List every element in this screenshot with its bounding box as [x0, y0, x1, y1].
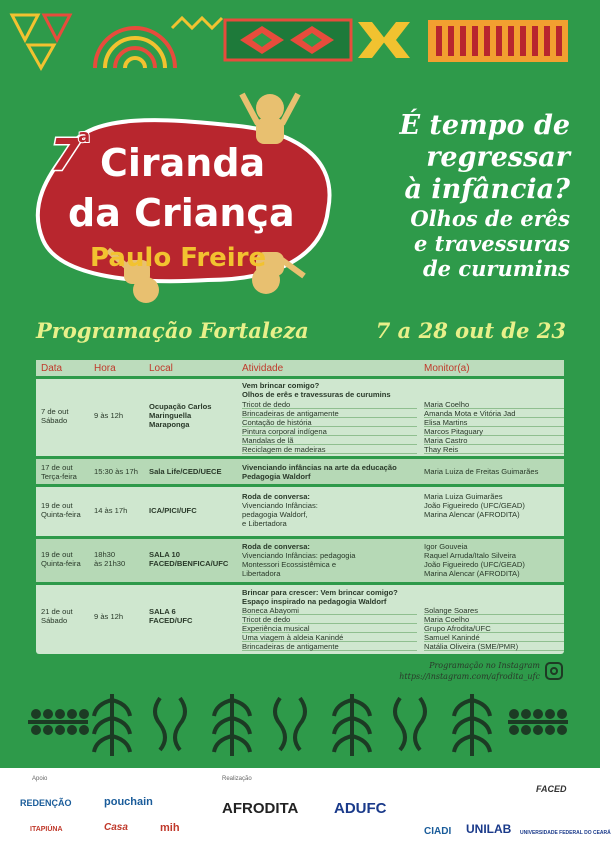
row-location: Sala Life/CED/UECE — [149, 467, 222, 476]
row-date: 21 de out — [41, 607, 73, 616]
row-activity-title: Espaço inspirado na pedagogia Waldorf — [242, 597, 387, 606]
row-activity-title: Olhos de erês e travessuras de curumins — [242, 390, 391, 399]
row-date: 19 de out — [41, 501, 73, 510]
row-time: 14 às 17h — [94, 506, 128, 515]
monitor-item: Maria Coelho — [424, 400, 564, 409]
activity-item: Vivenciando Infâncias: — [242, 501, 318, 510]
row-time: 9 às 12h — [94, 612, 124, 621]
tagline-line1: É tempo de — [399, 110, 570, 141]
monitor-item: João Figueiredo (UFC/GEAD) — [424, 560, 525, 569]
instagram-caption: Programação no Instagram — [429, 661, 540, 670]
activity-item: Tricot de dedo — [242, 615, 417, 624]
row-location: FACED/UFC — [149, 616, 193, 625]
row-time: 9 às 12h — [94, 411, 124, 420]
monitor-item: Maria Luiza de Freitas Guimarães — [424, 467, 539, 476]
monitor-item: Marina Alencar (AFRODITA) — [424, 510, 520, 519]
activity-item: pedagogia Waldorf, — [242, 510, 308, 519]
activity-item: Experiência musical — [242, 624, 417, 633]
monitor-item: Maria Coelho — [424, 615, 564, 624]
row-time: 15:30 às 17h — [94, 467, 138, 476]
row-location: Maringuella — [149, 411, 192, 420]
activity-item: Uma viagem à aldeia Kanindé — [242, 633, 417, 642]
zigzag-triangle-pattern — [12, 15, 70, 68]
row-weekday: Quinta-feira — [41, 559, 81, 568]
row-activity-title: Pedagogia Waldorf — [242, 472, 311, 481]
itapiuna-logo: ITAPIÚNA — [30, 826, 63, 833]
sponsor-footer — [0, 768, 611, 849]
row-location: Maraponga — [149, 420, 190, 429]
tagline-line3: à infância? — [404, 174, 570, 205]
row-date: 19 de out — [41, 550, 73, 559]
row-location: FACED/BENFICA/UFC — [149, 559, 229, 568]
logo-line2: da Criança — [68, 191, 295, 235]
casa-logo: Casa — [104, 822, 128, 833]
activity-item: Libertadora — [242, 569, 281, 578]
logo-line3: Paulo Freire — [90, 243, 267, 273]
zigzag-line-pattern — [172, 18, 222, 28]
header-data: Data — [41, 363, 63, 374]
event-logo — [28, 80, 348, 310]
activity-item: Montessori Ecossistêmica e — [242, 560, 337, 569]
bottom-decoration — [0, 690, 600, 760]
instagram-icon[interactable] — [545, 662, 563, 680]
tagline-line6: de curumins — [422, 256, 570, 281]
program-dates: 7 a 28 out de 23 — [375, 318, 566, 343]
top-decoration — [0, 0, 600, 80]
adufc-logo: ADUFC — [334, 800, 387, 817]
monitor-item: Elisa Martins — [424, 418, 564, 427]
activity-item: Boneca Abayomi — [242, 606, 417, 615]
unilab-logo: UNILAB — [466, 822, 512, 836]
logo-edition: 7 — [50, 130, 81, 181]
arch-pattern — [95, 28, 175, 68]
row-location: ICA/PICI/UFC — [149, 506, 197, 515]
monitor-item: Thay Reis — [424, 445, 564, 454]
activity-item: Brincadeiras de antigamente — [242, 409, 417, 418]
monitor-item: Grupo Afrodita/UFC — [424, 624, 564, 633]
tagline — [340, 110, 570, 281]
row-weekday: Sábado — [41, 416, 68, 425]
instagram-link[interactable]: https://instagram.com/afrodita_ufc — [399, 672, 540, 681]
header-atividade: Atividade — [242, 363, 284, 374]
header-hora: Hora — [94, 363, 116, 374]
ufc-logo: UNIVERSIDADE FEDERAL DO CEARÁ — [520, 830, 611, 836]
activity-item: Brincadeiras de antigamente — [242, 642, 417, 651]
activity-item: Mandalas de lã — [242, 436, 417, 445]
pouchain-logo: pouchain — [104, 796, 153, 808]
ciadi-logo: CIADI — [424, 826, 452, 837]
activity-item: Vivenciando Infâncias: pedagogia — [242, 551, 356, 560]
monitor-item: Amanda Mota e Vitória Jad — [424, 409, 564, 418]
table-row — [36, 582, 564, 654]
monitor-item: Samuel Kanindé — [424, 633, 564, 642]
tagline-line5: e travessuras — [413, 231, 570, 256]
row-weekday: Terça-feira — [41, 472, 77, 481]
monitor-item: Natália Oliveira (SME/PMR) — [424, 642, 564, 651]
logo-edition-sup: a — [78, 126, 91, 147]
row-activity-title: Vem brincar comigo? — [242, 381, 320, 390]
program-title-bar — [36, 318, 566, 343]
row-location: SALA 10 — [149, 550, 180, 559]
monitor-item: Maria Castro — [424, 436, 564, 445]
row-time: 18h30 — [94, 550, 116, 559]
realizacao-label: Realização — [222, 776, 252, 782]
activity-item: Contação de história — [242, 418, 417, 427]
header-monitor: Monitor(a) — [424, 363, 470, 374]
row-activity-title: Roda de conversa: — [242, 492, 310, 501]
instagram-note — [380, 660, 540, 682]
tagline-line2: regressar — [426, 142, 570, 173]
row-time: às 21h30 — [94, 559, 126, 568]
schedule-table — [36, 360, 564, 654]
program-title: Programação Fortaleza — [36, 318, 309, 343]
monitor-item: João Figueiredo (UFC/GEAD) — [424, 501, 525, 510]
apoio-label: Apoio — [32, 776, 48, 782]
monitor-item: Igor Gouveia — [424, 542, 468, 551]
row-date: 17 de out — [41, 463, 73, 472]
table-header — [36, 360, 564, 376]
table-row — [36, 536, 564, 582]
x-cross-pattern — [358, 22, 410, 58]
table-row — [36, 456, 564, 484]
redencao-logo: REDENÇÃO — [20, 798, 72, 808]
diamond-pattern — [225, 20, 351, 60]
monitor-item: Raquel Arruda/Italo Silveira — [424, 551, 517, 560]
row-date: 7 de out — [41, 407, 69, 416]
monitor-item: Solange Soares — [424, 606, 564, 615]
logo-line1: Ciranda — [100, 141, 266, 185]
mih-logo: mih — [160, 822, 180, 834]
monitor-item: Maria Luiza Guimarães — [424, 492, 503, 501]
header-local: Local — [149, 363, 173, 374]
row-weekday: Quinta-feira — [41, 510, 81, 519]
monitor-item: Marcos Pitaguary — [424, 427, 564, 436]
row-activity-title: Roda de conversa: — [242, 542, 310, 551]
fern-pattern — [28, 694, 568, 756]
activity-item: Tricot de dedo — [242, 400, 417, 409]
tagline-line4: Olhos de erês — [410, 206, 570, 231]
table-row — [36, 376, 564, 456]
row-location: SALA 6 — [149, 607, 176, 616]
activity-item: Reciclagem de madeiras — [242, 445, 417, 454]
afrodita-logo: AFRODITA — [222, 800, 299, 817]
row-activity-title: Brincar para crescer: Vem brincar comigo? — [242, 588, 398, 597]
activity-item: Pintura corporal indígena — [242, 427, 417, 436]
row-weekday: Sábado — [41, 616, 68, 625]
table-row — [36, 484, 564, 536]
monitor-item: Marina Alencar (AFRODITA) — [424, 569, 520, 578]
row-activity-title: Vivenciando infâncias na arte da educação — [242, 463, 397, 472]
bars-pattern — [428, 20, 568, 62]
faced-label: FACED — [536, 784, 567, 794]
activity-item: e Libertadora — [242, 519, 287, 528]
row-location: Ocupação Carlos — [149, 402, 212, 411]
